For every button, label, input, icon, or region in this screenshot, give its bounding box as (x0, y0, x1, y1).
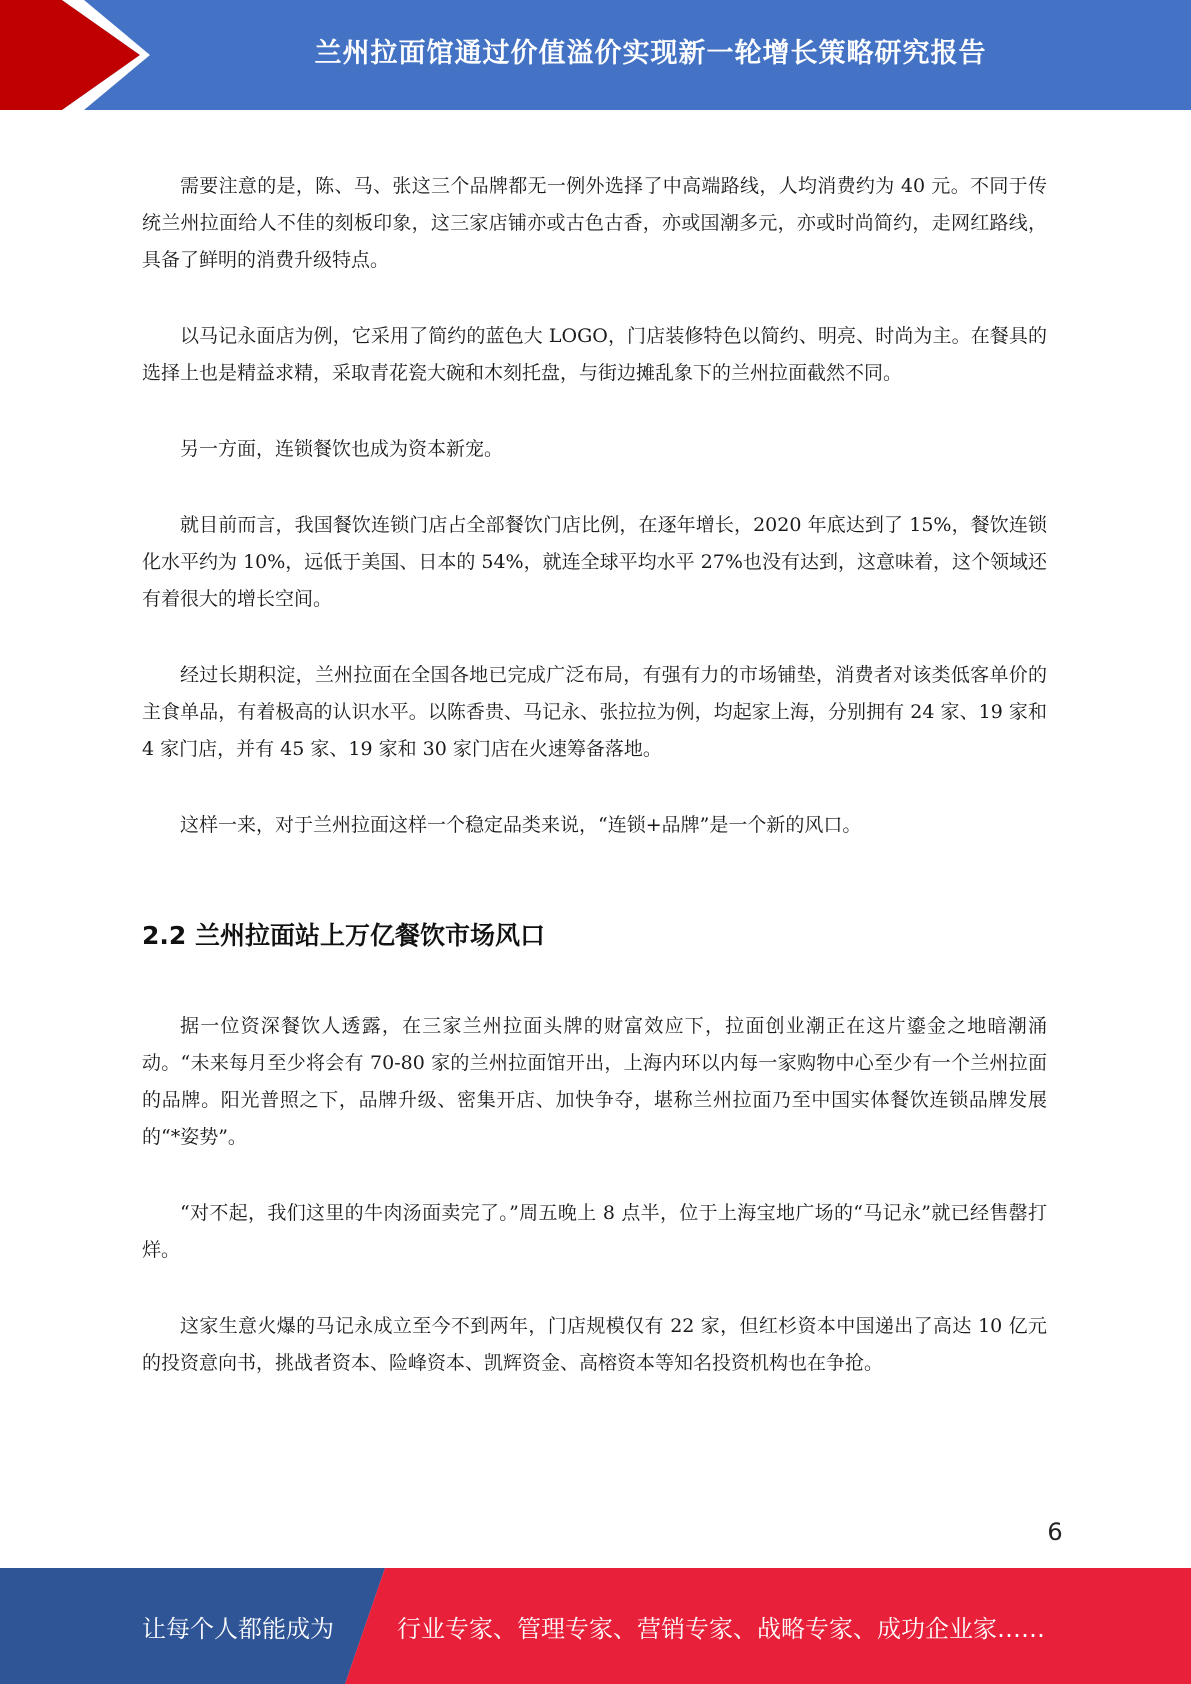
paragraph: 需要注意的是，陈、马、张这三个品牌都无一例外选择了中高端路线，人均消费约为 40 元。不同于传统兰州拉面给人不佳的刻板印象，这三家店铺亦或古色古香，亦或国潮多元，亦或时尚简约，走网红路线，具备了鲜明的消费升级特点。 (142, 175, 1047, 271)
paragraph: 这家生意火爆的马记永成立至今不到两年，门店规模仅有 22 家，但红杉资本中国递出了高达 10 亿元的投资意向书，挑战者资本、险峰资本、凯辉资金、高榕资本等知名投资机构也在争抢。 (142, 1315, 1047, 1374)
page-header (0, 0, 1191, 110)
paragraph: 经过长期积淀，兰州拉面在全国各地已完成广泛布局，有强有力的市场铺垫，消费者对该类低客单价的主食单品，有着极高的认识水平。以陈香贵、马记永、张拉拉为例，均起家上海，分别拥有 24 家、19 家和 4 家门店，并有 45 家、19 家和 30 家门店在火速筹备落地。 (142, 664, 1047, 760)
page-content (142, 168, 1047, 1382)
paragraph: 以马记永面店为例，它采用了简约的蓝色大 LOGO，门店装修特色以简约、明亮、时尚为主。在餐具的选择上也是精益求精，采取青花瓷大碗和木刻托盘，与街边摊乱象下的兰州拉面截然不同。 (142, 325, 1047, 384)
header-arrow-decoration (0, 0, 160, 110)
paragraph: 据一位资深餐饮人透露，在三家兰州拉面头牌的财富效应下，拉面创业潮正在这片鎏金之地暗潮涌动。“未来每月至少将会有 70-80 家的兰州拉面馆开出，上海内环以内每一家购物中心至少有一个兰州拉面的品牌。阳光普照之下，品牌升级、密集开店、加快争夺，堪称兰州拉面乃至中国实体餐饮连锁品牌发展的“*姿势”。 (142, 1015, 1047, 1148)
paragraph: 另一方面，连锁餐饮也成为资本新宠。 (180, 438, 504, 460)
section-heading: 2.2 兰州拉面站上万亿餐饮市场风口 (142, 921, 545, 950)
page-number: 6 (1047, 1518, 1063, 1546)
footer-slogan-right: 行业专家、管理专家、营销专家、战略专家、成功企业家…… (397, 1614, 1045, 1643)
paragraph: 就目前而言，我国餐饮连锁门店占全部餐饮门店比例，在逐年增长，2020 年底达到了 15%，餐饮连锁化水平约为 10%，远低于美国、日本的 54%，就连全球平均水平 27%也没有达到，这意味着，这个领域还有着很大的增长空间。 (142, 514, 1047, 610)
footer-slogan-left: 让每个人都能成为 (142, 1614, 334, 1643)
page-footer (0, 1568, 1191, 1684)
paragraph: “对不起，我们这里的牛肉汤面卖完了。”周五晚上 8 点半，位于上海宝地广场的“马记永”就已经售罄打烊。 (142, 1202, 1047, 1261)
report-title: 兰州拉面馆通过价值溢价实现新一轮增长策略研究报告 (314, 37, 987, 69)
paragraph: 这样一来，对于兰州拉面这样一个稳定品类来说，“连锁+品牌”是一个新的风口。 (180, 814, 862, 836)
